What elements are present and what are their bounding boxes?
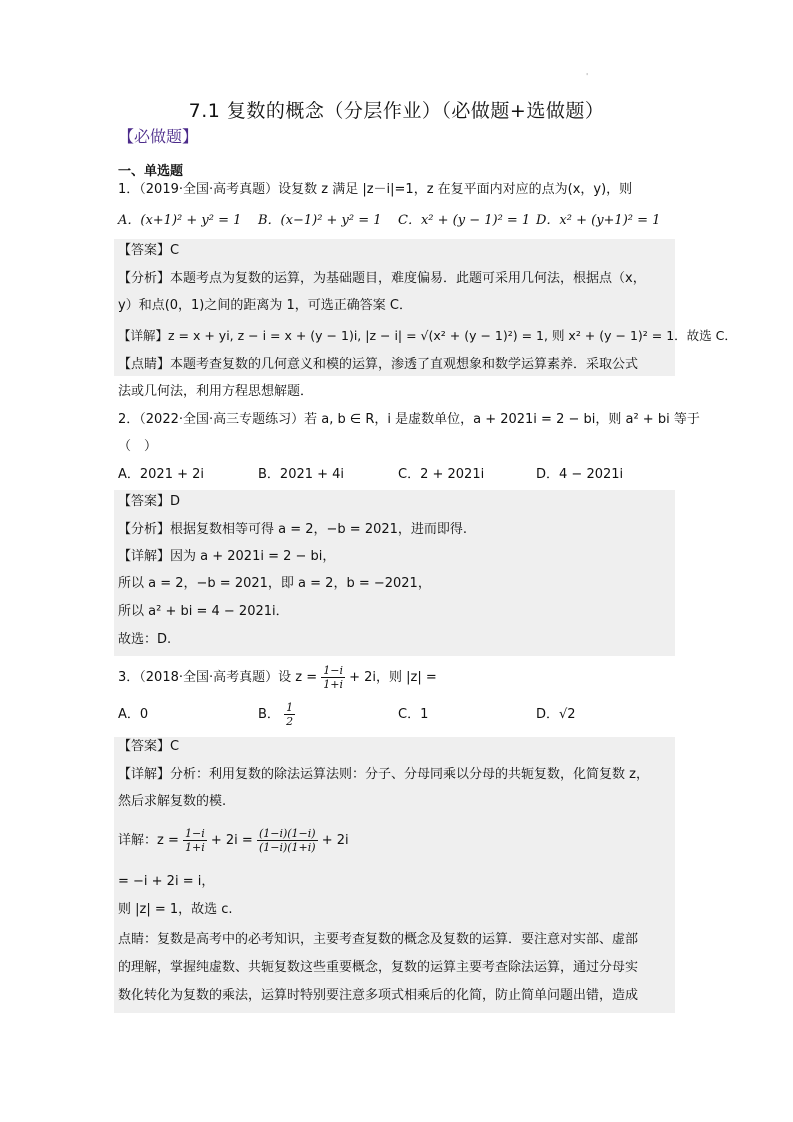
q1-option-b: B．(x−1)² + y² = 1 bbox=[258, 213, 382, 228]
q3-detail-line1: 【详解】分析：利用复数的除法运算法则：分子、分母同乘以分母的共轭复数，化简复数 z， bbox=[118, 767, 649, 782]
q3-work-f1-denominator: 1+i bbox=[185, 841, 205, 854]
q3-detail-line2: 然后求解复数的模. bbox=[118, 794, 227, 809]
q1-detail: 【详解】z = x + yi, z − i = x + (y − 1)i, |z − i| = √(x² + (y − 1)²) = 1, 则 x² + (y − 1)² = 1．故选 C． bbox=[118, 328, 737, 343]
q2-analysis: 【分析】根据复数相等可得 a = 2，−b = 2021，进而即得. bbox=[118, 522, 468, 537]
q2-stem-line2: （ ） bbox=[118, 439, 158, 454]
q3-stem-suffix: + 2i，则 |z| = bbox=[349, 670, 437, 685]
q2-detail-line4: 故选：D. bbox=[118, 632, 172, 647]
q1-comment-line2: 法或几何法，利用方程思想解题． bbox=[118, 384, 314, 399]
q1-stem: 1．（2019·全国·高考真题）设复数 z 满足 |z－i|=1，z 在复平面内对应的点为(x，y)，则 bbox=[118, 182, 633, 197]
q3-work-fraction2 bbox=[257, 827, 318, 854]
q3-comment-line1: 点睛：复数是高考中的必考知识，主要考查复数的概念及复数的运算．要注意对实部、虚部 bbox=[118, 932, 639, 947]
q2-stem-line1: 2．（2022·全国·高三专题练习）若 a, b ∈ R，i 是虚数单位，a + 2021i = 2 − bi，则 a² + bi 等于 bbox=[118, 412, 700, 427]
page-title: 7.1 复数的概念（分层作业）（必做题+选做题） bbox=[188, 100, 605, 122]
q3-work-label: 详解：z = bbox=[118, 833, 179, 848]
corner-mark: ' bbox=[586, 72, 589, 81]
q1-option-d: D．x² + (y+1)² = 1 bbox=[536, 213, 661, 228]
q3-option-b-denominator: 2 bbox=[286, 715, 294, 728]
q3-stem-prefix: 3．（2018·全国·高考真题）设 z = bbox=[118, 670, 318, 685]
q2-answer: 【答案】D bbox=[118, 494, 181, 509]
q2-detail-line2: 所以 a = 2，−b = 2021，即 a = 2，b = −2021， bbox=[118, 576, 431, 591]
q3-stem bbox=[118, 664, 437, 691]
q3-option-b-numerator: 1 bbox=[286, 701, 294, 714]
q1-option-a: A．(x+1)² + y² = 1 bbox=[118, 213, 242, 228]
q3-frac-numerator: 1−i bbox=[323, 664, 343, 677]
q1-analysis-line2: y）和点(0，1)之间的距离为 1，可选正确答案 C． bbox=[118, 298, 412, 313]
q2-option-a: A．2021 + 2i bbox=[118, 467, 205, 482]
q3-work-f1-numerator: 1−i bbox=[185, 827, 205, 840]
q3-stem-fraction bbox=[321, 664, 345, 691]
q3-comment-line3: 数化转化为复数的乘法，运算时特别要注意多项式相乘后的化简，防止简单问题出错，造成 bbox=[118, 988, 639, 1003]
q3-work-line3: 则 |z| = 1，故选 c. bbox=[118, 902, 233, 917]
q1-analysis-line1: 【分析】本题考点为复数的运算，为基础题目，难度偏易．此题可采用几何法，根据点（x， bbox=[118, 271, 646, 286]
q3-option-b-label: B． bbox=[258, 707, 280, 722]
q2-option-c: C．2 + 2021i bbox=[398, 467, 485, 482]
q2-detail-line3: 所以 a² + bi = 4 − 2021i． bbox=[118, 604, 289, 619]
heading-single-choice: 一、单选题 bbox=[118, 164, 184, 179]
q3-option-c: C．1 bbox=[398, 707, 429, 722]
q3-work-line2: = −i + 2i = i， bbox=[118, 874, 215, 889]
q1-answer: 【答案】C bbox=[118, 243, 180, 258]
q3-comment-line2: 的理解，掌握纯虚数、共轭复数这些重要概念，复数的运算主要考查除法运算，通过分母实 bbox=[118, 960, 639, 975]
q2-option-d: D．4 − 2021i bbox=[536, 467, 624, 482]
q2-solution-panel bbox=[114, 490, 675, 656]
q3-frac-denominator: 1+i bbox=[323, 678, 343, 691]
q3-option-a: A．0 bbox=[118, 707, 149, 722]
q3-work-mid: + 2i = bbox=[210, 833, 253, 848]
q3-work-f2-denominator: (1−i)(1+i) bbox=[258, 841, 316, 854]
q3-work-fraction1 bbox=[183, 827, 207, 854]
q2-detail-line1: 【详解】因为 a + 2021i = 2 − bi， bbox=[118, 549, 336, 564]
q3-answer: 【答案】C bbox=[118, 739, 180, 754]
q3-option-d: D．√2 bbox=[536, 707, 576, 722]
q3-option-b bbox=[258, 701, 295, 728]
q3-work-end: + 2i bbox=[321, 833, 349, 848]
q3-work-line1 bbox=[118, 827, 349, 854]
q3-option-b-fraction bbox=[284, 701, 295, 728]
q2-option-b: B．2021 + 4i bbox=[258, 467, 345, 482]
q3-work-f2-numerator: (1−i)(1−i) bbox=[258, 827, 316, 840]
q1-option-c: C．x² + (y − 1)² = 1 bbox=[398, 213, 531, 228]
section-label: 【必做题】 bbox=[118, 127, 199, 146]
q1-comment-line1: 【点睛】本题考查复数的几何意义和模的运算，渗透了直观想象和数学运算素养．采取公式 bbox=[118, 357, 639, 372]
